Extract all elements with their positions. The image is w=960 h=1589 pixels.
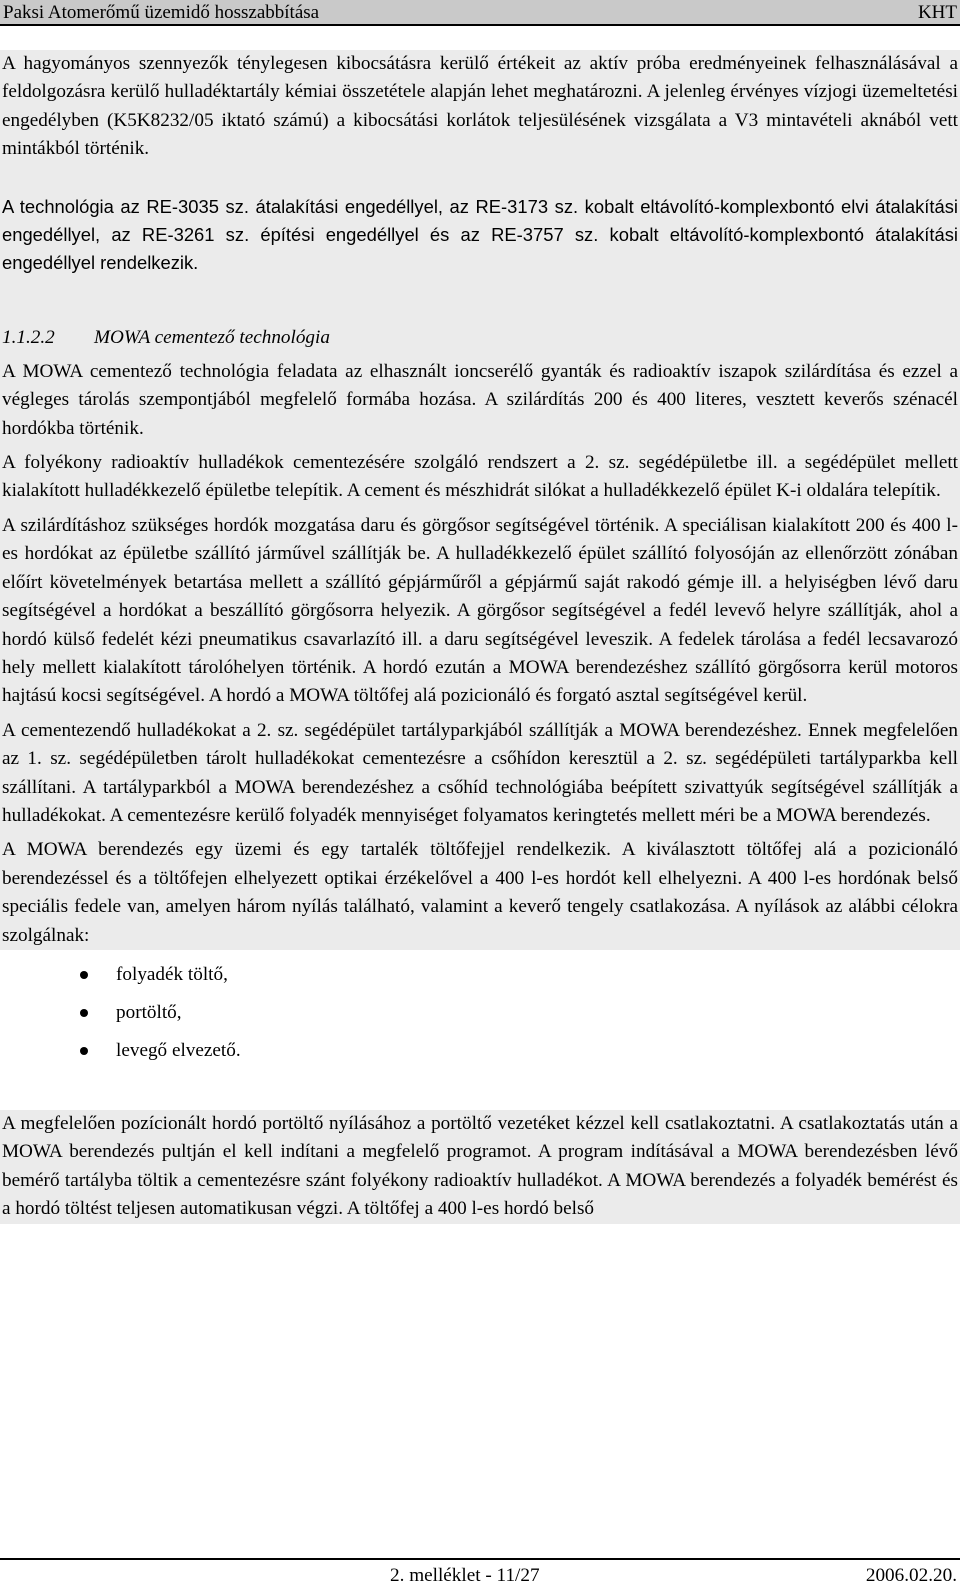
section-number: 1.1.2.2 bbox=[2, 326, 55, 348]
bullet-icon bbox=[80, 971, 88, 979]
shaded-block-1 bbox=[0, 50, 960, 950]
organization-label: KHT bbox=[917, 2, 957, 23]
page-body bbox=[0, 50, 960, 1224]
bullet-icon bbox=[80, 1009, 88, 1017]
paragraph-purpose: A MOWA cementező technológia feladata az elhasznált ioncserélő gyanták és radioaktív iszapok szilárdítása és ezzel a végleges tárolás szempontjából megfelelő formába hozása. A szilárdítás 200 és 400 literes, vesztett keverős szénacél hordókba történik. bbox=[2, 360, 958, 439]
paragraph-system-location: A folyékony radioaktív hulladékok cementezésére szolgáló rendszert a 2. sz. segédépületbe ill. a segédépület mellett kialakított hulladékkezelő épületbe telepítik. A cement és mészhidrát silókat a hulladékkezelő épület K-i oldalára telepítik. bbox=[2, 452, 958, 502]
paragraph-waste-transport: A cementezendő hulladékokat a 2. sz. segédépület tartályparkjából szállítják a MOWA berendezéshez. Ennek megfelelően az 1. sz. segédépületben tárolt hulladékokat cementezésre a csőhídon keresztül a 2. sz. segédépületi tartályparkba kell szállítani. A tartályparkból a MOWA berendezéshez a csőhíd technológiába beépített szivattyúk segítségével szállítják a hulladékokat. A cementezésre kerülő folyadék mennyiséget folyamatos keringtetés mellett méri be a MOWA berendezés. bbox=[2, 719, 958, 826]
document-title: Paksi Atomerőmű üzemidő hosszabbítása bbox=[3, 2, 320, 23]
list-item: levegő elvezető. bbox=[0, 1032, 960, 1070]
list-item: portöltő, bbox=[0, 994, 960, 1032]
paragraph-powder-filling: A megfelelően pozícionált hordó portöltő nyílásához a portöltő vezetéket kézzel kell csatlakoztatni. A csatlakoztatás után a MOWA berendezés pultján el kell indítani a megfelelő programot. A program indításával a MOWA berendezésben lévő bemérő tartályba töltik a cementezésre szánt folyékony radioaktív hulladékot. A MOWA berendezés a folyadék bemérést és a hordó töltést teljesen automatikusan végzi. A töltőfej a 400 l-es hordó belső bbox=[2, 1112, 958, 1220]
bullet-icon bbox=[80, 1047, 88, 1055]
paragraph-filling-head: A MOWA berendezés egy üzemi és egy tartalék töltőfejjel rendelkezik. A kiválasztott töltőfej alá a pozicionáló berendezéssel és a töltőfejen elhelyezett optikai érzékelővel a 400 l-es hordót kell elhelyezni. A 400 l-es hordónak belső speciális fedele van, amelyen három nyílás található, valamint a keverő tengely csatlakozása. A nyílások az alábbi célokra szolgálnak: bbox=[2, 839, 958, 946]
page-footer bbox=[0, 1558, 960, 1589]
paragraph-emissions: A hagyományos szennyezők ténylegesen kibocsátásra kerülő értékeit az aktív próba eredményeinek felhasználásával a feldolgozásra kerülő hulladéktartály kémiai összetétele alapján lehet meghatározni. A jelenleg érvényes vízjogi üzemeltetési engedélyben (K5K8232/05 iktató számú) a kibocsátási korlátok teljesülésének vizsgálata a V3 mintavételi aknából vett mintákból történik. bbox=[2, 53, 958, 160]
section-heading bbox=[2, 318, 958, 352]
page-number: 2. melléklet - 11/27 bbox=[390, 1565, 540, 1586]
paragraph-permits: A technológia az RE-3035 sz. átalakítási engedéllyel, az RE-3173 sz. kobalt eltávolító-komplexbontó elvi átalakítási engedéllyel, az RE-3261 sz. építési engedéllyel és az RE-3757 sz. kobalt eltávolító-komplexbontó átalakítási engedéllyel rendelkezik. bbox=[2, 195, 958, 274]
document-date: 2006.02.20. bbox=[865, 1565, 957, 1586]
list-item: folyadék töltő, bbox=[0, 956, 960, 994]
opening-list bbox=[0, 950, 960, 1070]
paragraph-drum-handling: A szilárdításhoz szükséges hordók mozgatása daru és görgősor segítségével történik. A speciálisan kialakított 200 és 400 l-es hordókat az épületbe szállító járművel szállítják be. A hulladékkezelő épület szállító folyosóján az ellenőrzött zónában előírt követelmények betartása mellett a szállító gépjárműről a gépjármű saját rakodó gémje ill. a helyiségben lévő daru segítségével a hordókat a beszállító görgősorra helyezik. A görgősor segítségével a fedél levevő helyre szállítják, ahol a hordó külső fedelét kézi pneumatikus csavarlazító ill. a daru segítségével leveszik. A fedelek tárolása a fedél lecsavarozó hely mellett kialakított tárolóhelyen történik. A hordó ezután a MOWA berendezéshez szállító görgősorra kerül motoros hajtású kocsi segítségével. A hordó a MOWA töltőfej alá pozicionáló és forgató asztal segítségével kerül. bbox=[2, 514, 958, 707]
page-header bbox=[0, 0, 960, 26]
shaded-block-2 bbox=[0, 1110, 960, 1224]
section-title: MOWA cementező technológia bbox=[94, 326, 330, 348]
